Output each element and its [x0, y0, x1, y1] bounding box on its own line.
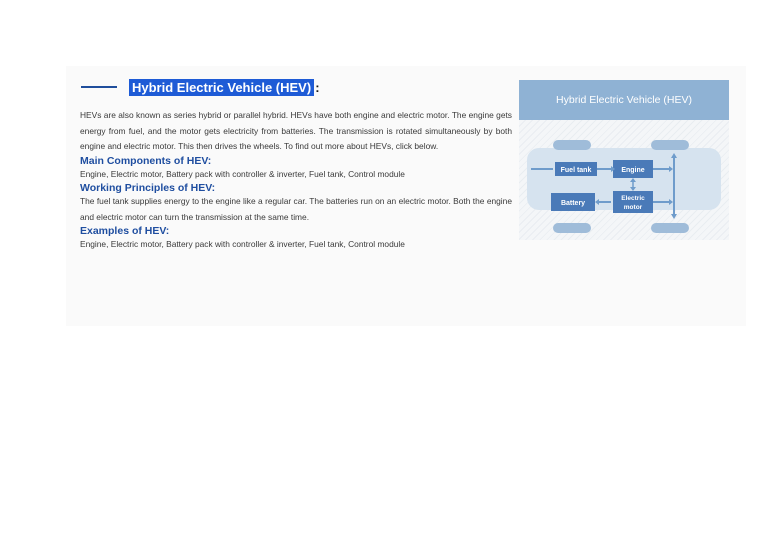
- page-title-colon: :: [315, 79, 320, 95]
- electric-motor-label-1: Electric: [621, 195, 645, 202]
- wheel-front-left: [553, 140, 591, 150]
- diagram-title: Hybrid Electric Vehicle (HEV): [519, 80, 729, 120]
- engine-label: Engine: [621, 167, 645, 174]
- section-text-examples: Engine, Electric motor, Battery pack with controller & inverter, Fuel tank, Control module: [80, 239, 405, 249]
- diagram-body: [519, 120, 729, 240]
- fuel-tank-label: Fuel tank: [560, 167, 592, 174]
- hev-diagram: [519, 80, 729, 240]
- electric-motor-label-2: motor: [623, 204, 643, 211]
- battery-label: Battery: [560, 200, 586, 207]
- section-text-principles: The fuel tank supplies energy to the engine like a regular car. The batteries run on an electric motor. Both the engine and electric motor can turn the transmission at the same time.: [80, 196, 512, 222]
- title-rule: [81, 86, 117, 88]
- section-heading-examples: Examples of HEV:: [80, 225, 170, 237]
- wheel-rear-right: [651, 223, 689, 233]
- page-title-row: [80, 76, 512, 98]
- section-heading-components: Main Components of HEV:: [80, 154, 212, 167]
- wheel-front-right: [651, 140, 689, 150]
- page-title: Hybrid Electric Vehicle (HEV): [129, 79, 314, 96]
- article: [80, 76, 512, 253]
- section-text-components: Engine, Electric motor, Battery pack with controller & inverter, Fuel tank, Control module: [80, 168, 405, 179]
- wheel-rear-left: [553, 223, 591, 233]
- intro-paragraph: HEVs are also known as series hybrid or parallel hybrid. HEVs have both engine and electric motor. The engine gets energy from fuel, and the motor gets electricity from batteries. The transmission is rotated simultaneously by both engine and electric motor. This then drives the wheels. To find out more about HEVs, click below.: [80, 110, 512, 151]
- section-heading-principles: Working Principles of HEV:: [80, 182, 216, 194]
